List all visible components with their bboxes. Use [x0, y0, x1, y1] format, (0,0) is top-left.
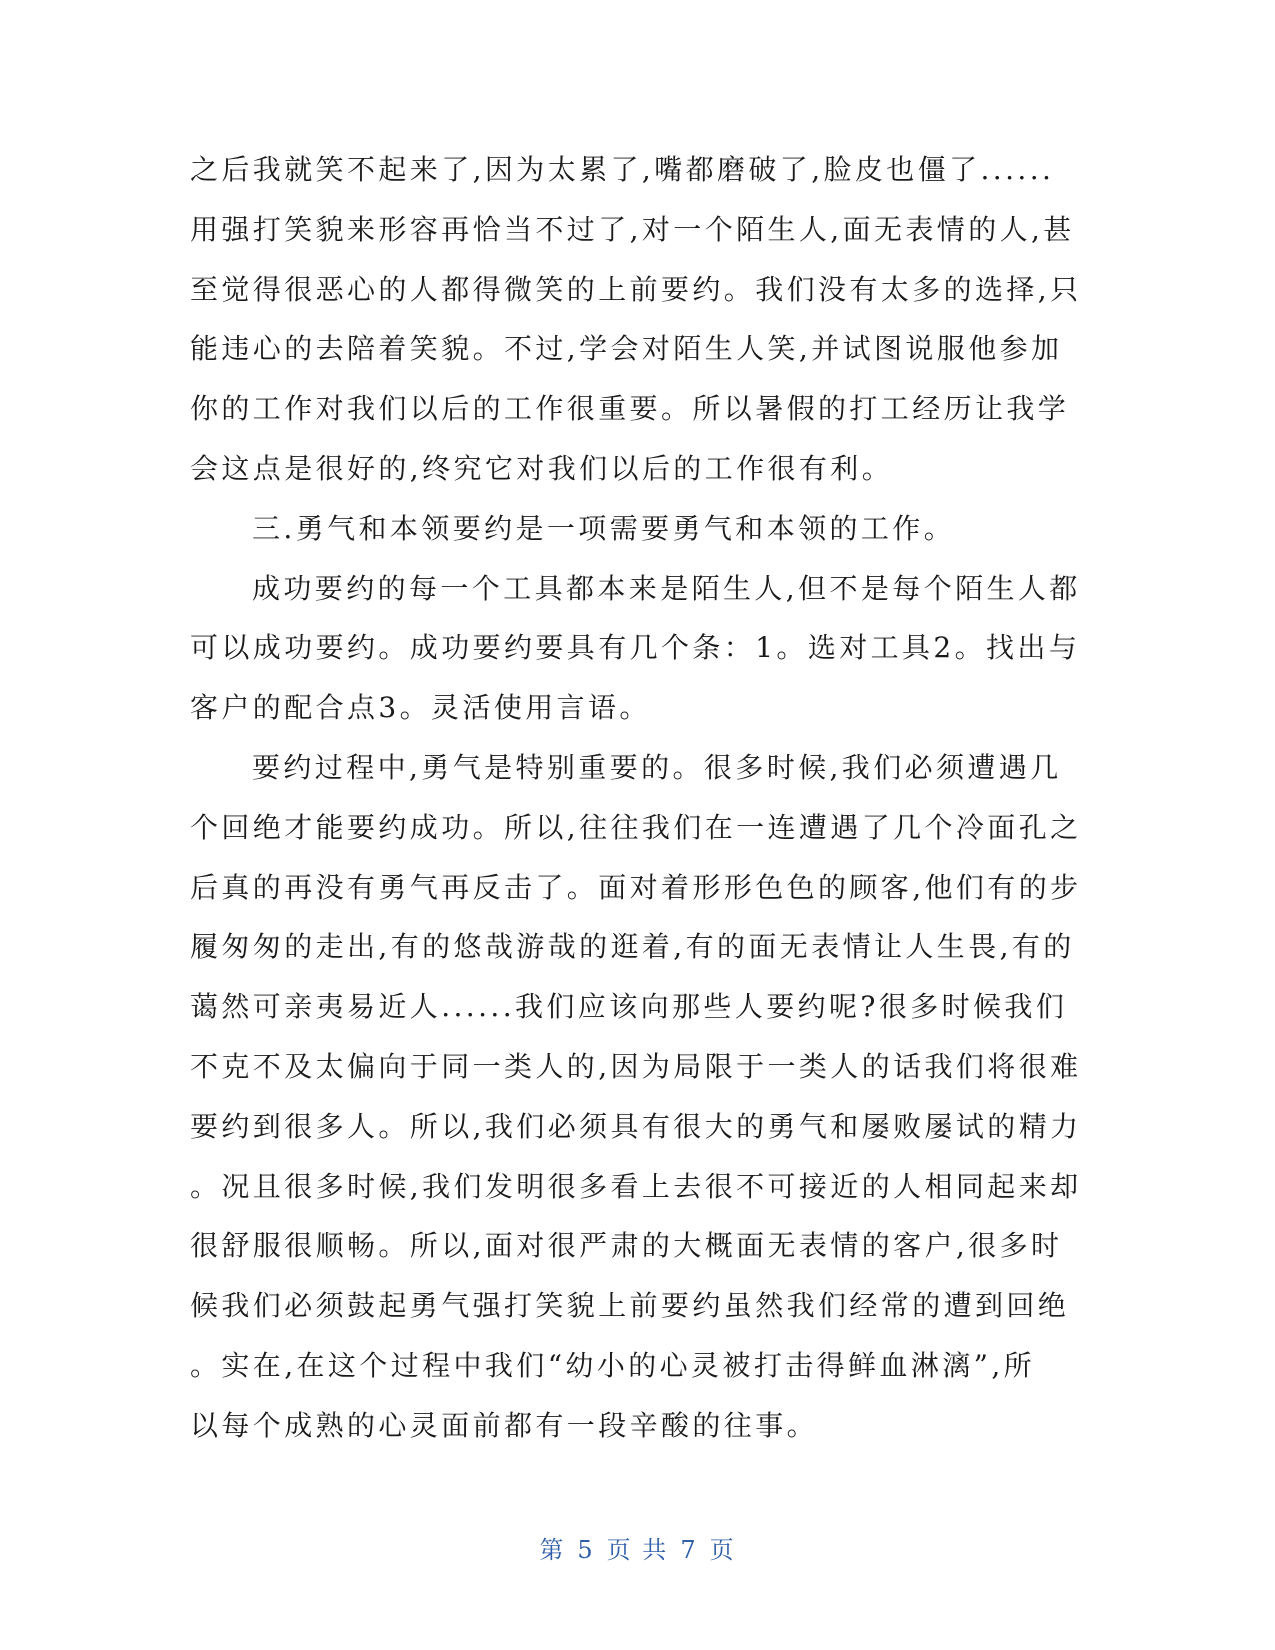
current-page-number: 5	[577, 1536, 595, 1564]
text-line-12: 个回绝才能要约成功。所以,往往我们在一连遭遇了几个冷面孔之	[190, 810, 1082, 844]
text-line-15: 蔼然可亲夷易近人......我们应该向那些人要约呢?很多时候我们	[190, 990, 1068, 1024]
text-line-20: 候我们必须鼓起勇气强打笑貌上前要约虽然我们经常的遭到回绝	[190, 1289, 1070, 1323]
text-line-13: 后真的再没有勇气再反击了。面对着形形色色的顾客,他们有的步	[190, 870, 1082, 904]
text-line-6: 会这点是很好的,终究它对我们以后的工作很有利。	[190, 451, 894, 485]
text-line-2: 用强打笑貌来形容再恰当不过了,对一个陌生人,面无表情的人,甚	[190, 212, 1075, 246]
total-page-count: 7	[680, 1536, 698, 1564]
footer-middle: 页 共	[606, 1536, 669, 1564]
text-line-4: 能违心的去陪着笑貌。不过,学会对陌生人笑,并试图说服他参加	[190, 332, 1063, 366]
footer-prefix: 第	[539, 1536, 566, 1564]
section-heading: 三.勇气和本领要约是一项需要勇气和本领的工作。	[252, 511, 956, 545]
text-line-17: 要约到很多人。所以,我们必须具有很大的勇气和屡败屡试的精力	[190, 1109, 1082, 1143]
text-line-16: 不克不及太偏向于同一类人的,因为局限于一类人的话我们将很难	[190, 1049, 1082, 1083]
text-line-9: 可以成功要约。成功要约要具有几个条：1。选对工具2。找出与	[190, 631, 1081, 665]
page-footer	[0, 1530, 1275, 1565]
text-line-21: 。实在,在这个过程中我们“幼小的心灵被打击得鲜血淋漓”,所	[190, 1348, 1036, 1382]
text-line-8: 成功要约的每一个工具都本来是陌生人,但不是每个陌生人都	[252, 571, 1081, 605]
text-line-14: 履匆匆的走出,有的悠哉游哉的逛着,有的面无表情让人生畏,有的	[190, 930, 1075, 964]
text-line-3: 至觉得很恶心的人都得微笑的上前要约。我们没有太多的选择,只	[190, 272, 1082, 306]
text-line-5: 你的工作对我们以后的工作很重要。所以暑假的打工经历让我学	[190, 392, 1070, 426]
text-line-10: 客户的配合点3。灵活使用言语。	[190, 691, 651, 725]
text-line-22: 以每个成熟的心灵面前都有一段辛酸的往事。	[190, 1408, 819, 1442]
footer-suffix: 页	[709, 1536, 736, 1564]
text-line-18: 。况且很多时候,我们发明很多看上去很不可接近的人相同起来却	[190, 1169, 1082, 1203]
body-text	[190, 140, 1090, 1456]
text-line-19: 很舒服很顺畅。所以,面对很严肃的大概面无表情的客户,很多时	[190, 1229, 1063, 1263]
text-line-11: 要约过程中,勇气是特别重要的。很多时候,我们必须遭遇几	[252, 750, 1062, 784]
text-line-1: 之后我就笑不起来了,因为太累了,嘴都磨破了,脸皮也僵了......	[190, 153, 1055, 186]
